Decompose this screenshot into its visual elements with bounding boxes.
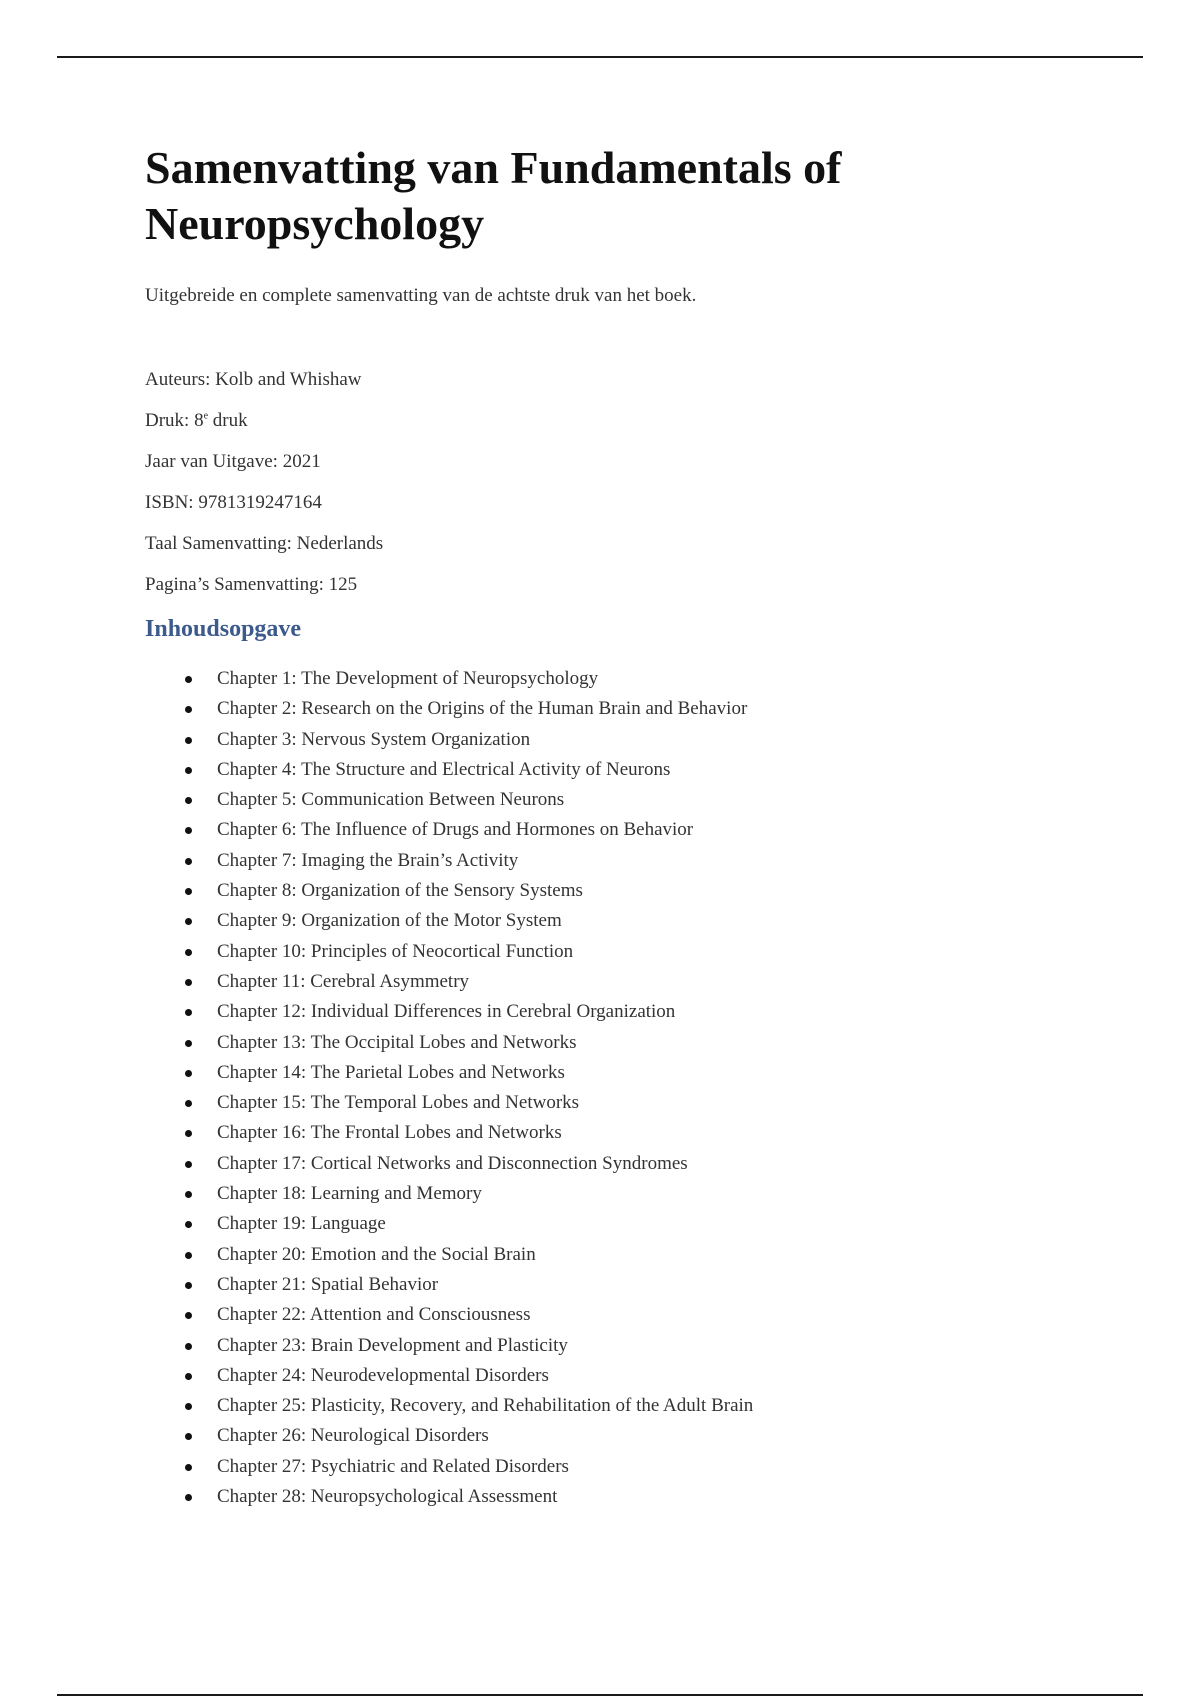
toc-item (145, 937, 1105, 967)
toc-item-label: Chapter 21: Spatial Behavior (217, 1273, 439, 1295)
toc-item (145, 1118, 1105, 1148)
toc-item (145, 1331, 1105, 1361)
toc-item (145, 1240, 1105, 1270)
bullet-icon (185, 1161, 192, 1168)
toc-list (145, 664, 1105, 1512)
bullet-icon (185, 706, 192, 713)
toc-item-label: Chapter 20: Emotion and the Social Brain (217, 1243, 536, 1265)
toc-item-label: Chapter 11: Cerebral Asymmetry (217, 970, 470, 992)
toc-item-label: Chapter 1: The Development of Neuropsychology (217, 668, 599, 689)
bullet-icon (185, 858, 192, 865)
toc-item (145, 1391, 1105, 1421)
toc-item-label: Chapter 6: The Influence of Drugs and Hormones on Behavior (217, 819, 694, 841)
toc-item-label: Chapter 26: Neurological Disorders (217, 1425, 489, 1447)
bullet-icon (185, 1191, 192, 1198)
toc-item (145, 1300, 1105, 1330)
bullet-icon (185, 1312, 192, 1319)
bullet-icon (185, 1282, 192, 1289)
toc-item (145, 815, 1105, 845)
bullet-icon (185, 1070, 192, 1077)
toc-item-label: Chapter 17: Cortical Networks and Disconnection Syndromes (217, 1152, 688, 1174)
bullet-icon (185, 979, 192, 986)
meta-year: Jaar van Uitgave: 2021 (145, 451, 321, 472)
top-rule (57, 56, 1143, 58)
bottom-rule (57, 1694, 1143, 1696)
toc-item-label: Chapter 15: The Temporal Lobes and Networks (217, 1092, 580, 1114)
bullet-icon (185, 1433, 192, 1440)
bullet-icon (185, 1373, 192, 1380)
toc-item (145, 1028, 1105, 1058)
toc-item-label: Chapter 5: Communication Between Neurons (217, 789, 565, 811)
bullet-icon (185, 1009, 192, 1016)
document-title (145, 140, 1105, 252)
document-subtitle: Uitgebreide en complete samenvatting van de achtste druk van het boek. (145, 285, 697, 306)
toc-item-label: Chapter 24: Neurodevelopmental Disorders (217, 1364, 549, 1386)
toc-item (145, 1179, 1105, 1209)
toc-item (145, 785, 1105, 815)
toc-item-label: Chapter 18: Learning and Memory (217, 1183, 482, 1205)
bullet-icon (185, 1343, 192, 1350)
toc-item (145, 1270, 1105, 1300)
toc-item (145, 1088, 1105, 1118)
toc-item-label: Chapter 2: Research on the Origins of the Human Brain and Behavior (217, 698, 748, 720)
bullet-icon (185, 918, 192, 925)
title-line-1: Samenvatting van Fundamentals of (145, 142, 842, 193)
meta-edition-suffix: druk (208, 410, 248, 431)
meta-pages: Pagina’s Samenvatting: 125 (145, 574, 358, 595)
toc-item-label: Chapter 27: Psychiatric and Related Disorders (217, 1455, 569, 1477)
bullet-icon (185, 1100, 192, 1107)
meta-edition-prefix: Druk: 8 (145, 410, 204, 431)
toc-item-label: Chapter 12: Individual Differences in Cerebral Organization (217, 1001, 676, 1023)
bullet-icon (185, 676, 192, 683)
bullet-icon (185, 767, 192, 774)
bullet-icon (185, 1130, 192, 1137)
toc-item-label: Chapter 9: Organization of the Motor System (217, 910, 562, 932)
document-body (145, 140, 1105, 1512)
toc-item-label: Chapter 25: Plasticity, Recovery, and Rehabilitation of the Adult Brain (217, 1395, 754, 1417)
bullet-icon (185, 827, 192, 834)
bullet-icon (185, 737, 192, 744)
toc-item-label: Chapter 4: The Structure and Electrical Activity of Neurons (217, 758, 671, 780)
toc-item-label: Chapter 23: Brain Development and Plasticity (217, 1334, 568, 1356)
toc-item-label: Chapter 22: Attention and Consciousness (217, 1304, 531, 1326)
toc-item-label: Chapter 7: Imaging the Brain’s Activity (217, 849, 519, 871)
toc-item (145, 755, 1105, 785)
toc-item (145, 846, 1105, 876)
toc-item (145, 725, 1105, 755)
toc-item-label: Chapter 13: The Occipital Lobes and Networks (217, 1031, 577, 1053)
meta-edition (145, 409, 1105, 433)
toc-item (145, 694, 1105, 724)
toc-item (145, 1421, 1105, 1451)
toc-item-label: Chapter 16: The Frontal Lobes and Networks (217, 1122, 562, 1144)
bullet-icon (185, 1221, 192, 1228)
toc-item (145, 876, 1105, 906)
meta-edition-superscript: e (203, 410, 209, 422)
title-line-2: Neuropsychology (145, 198, 485, 249)
toc-item (145, 997, 1105, 1027)
toc-item (145, 664, 1105, 694)
bullet-icon (185, 797, 192, 804)
toc-item (145, 1452, 1105, 1482)
toc-item (145, 967, 1105, 997)
bullet-icon (185, 1040, 192, 1047)
bullet-icon (185, 888, 192, 895)
toc-item-label: Chapter 14: The Parietal Lobes and Networks (217, 1061, 565, 1083)
bullet-icon (185, 1403, 192, 1410)
toc-item-label: Chapter 10: Principles of Neocortical Function (217, 940, 574, 962)
toc-item-label: Chapter 19: Language (217, 1213, 386, 1235)
book-metadata (145, 368, 1105, 597)
meta-authors: Auteurs: Kolb and Whishaw (145, 369, 362, 390)
meta-isbn: ISBN: 9781319247164 (145, 492, 322, 513)
toc-item-label: Chapter 8: Organization of the Sensory Systems (217, 880, 583, 902)
toc-heading: Inhoudsopgave (145, 616, 302, 642)
toc-item (145, 1058, 1105, 1088)
bullet-icon (185, 1494, 192, 1501)
bullet-icon (185, 949, 192, 956)
bullet-icon (185, 1252, 192, 1259)
meta-language: Taal Samenvatting: Nederlands (145, 533, 384, 554)
toc-item (145, 906, 1105, 936)
toc-item (145, 1209, 1105, 1239)
toc-item (145, 1149, 1105, 1179)
toc-item (145, 1482, 1105, 1512)
toc-item (145, 1361, 1105, 1391)
bullet-icon (185, 1464, 192, 1471)
toc-item-label: Chapter 3: Nervous System Organization (217, 728, 531, 750)
toc-item-label: Chapter 28: Neuropsychological Assessment (217, 1486, 558, 1508)
